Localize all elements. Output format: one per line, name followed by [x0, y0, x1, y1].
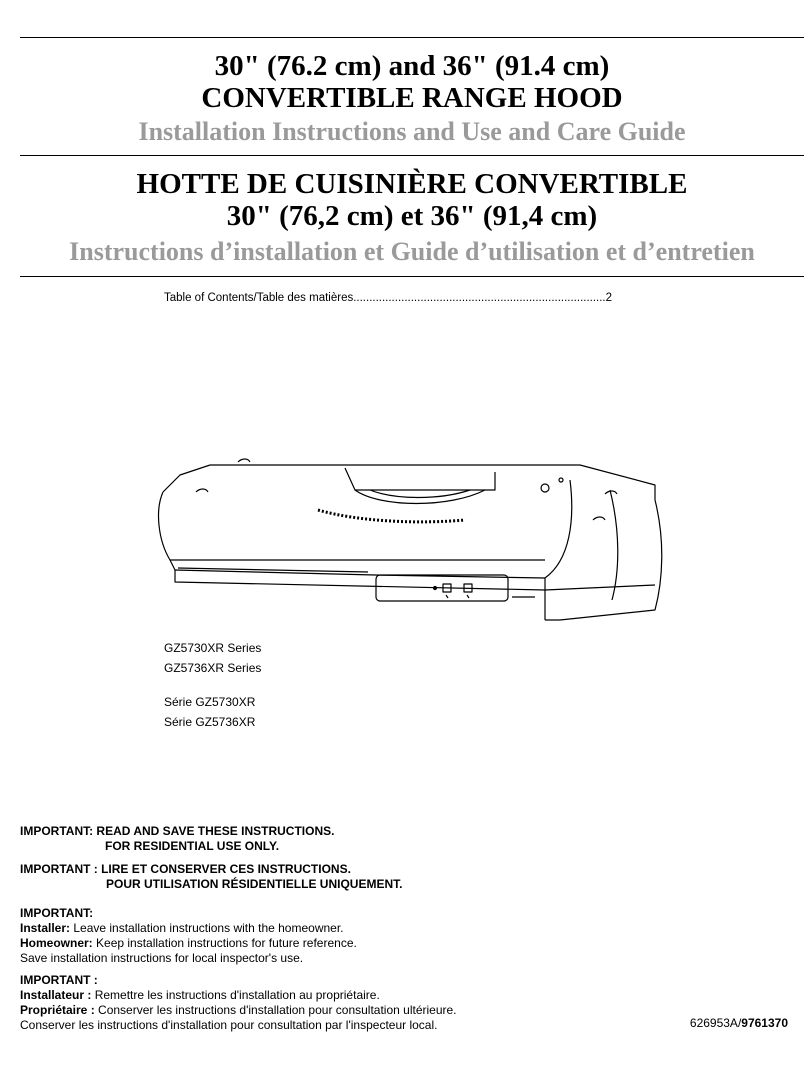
notes-fr	[20, 973, 457, 1033]
range-hood-illustration	[150, 450, 670, 650]
toc-entry[interactable]	[164, 292, 612, 304]
notes-en-heading: IMPORTANT:	[20, 906, 94, 920]
important-fr	[20, 862, 402, 892]
title-fr-line-2: 30" (76,2 cm) et 36" (91,4 cm)	[226, 200, 598, 232]
toc-leader: ...............................................................................	[353, 292, 606, 304]
homeowner-text: Keep installation instructions for future reference.	[92, 936, 357, 950]
important-en-line-1: IMPORTANT: READ AND SAVE THESE INSTRUCTIONS.	[20, 824, 335, 838]
bottom-rule	[20, 276, 804, 277]
subtitle-en: Installation Instructions and Use and Care Guide	[138, 117, 686, 146]
title-line-2: CONVERTIBLE RANGE HOOD	[201, 82, 623, 114]
homeowner-label: Homeowner:	[20, 936, 93, 950]
subtitle-fr: Instructions d’installation et Guide d’utilisation et d’entretien	[69, 237, 755, 266]
notes-fr-heading: IMPORTANT :	[20, 973, 98, 987]
important-fr-line-2: POUR UTILISATION RÉSIDENTIELLE UNIQUEMENT.	[106, 877, 403, 891]
series-fr-2: Série GZ5736XR	[164, 715, 256, 729]
part-number-bold: 9761370	[741, 1016, 788, 1030]
series-en	[164, 638, 261, 678]
series-en-2: GZ5736XR Series	[164, 661, 262, 675]
notes-en	[20, 906, 357, 966]
series-fr	[164, 692, 255, 732]
part-number-prefix: 626953A/	[689, 1016, 742, 1030]
proprietaire-text: Conserver les instructions d'installation pour consultation ultérieure.	[94, 1003, 457, 1017]
installer-label: Installer:	[20, 921, 71, 935]
middle-rule	[20, 155, 804, 156]
installateur-label: Installateur :	[20, 988, 92, 1002]
installer-text: Leave installation instructions with the homeowner.	[70, 921, 344, 935]
toc-page: 2	[605, 292, 613, 304]
important-fr-line-1: IMPORTANT : LIRE ET CONSERVER CES INSTRUCTIONS.	[20, 862, 351, 876]
series-en-1: GZ5730XR Series	[164, 641, 262, 655]
part-number	[690, 1016, 788, 1030]
important-en	[20, 824, 334, 854]
title-fr-line-1: HOTTE DE CUISINIÈRE CONVERTIBLE	[136, 168, 688, 200]
inspector-text-en: Save installation instructions for local inspector's use.	[20, 951, 304, 965]
toc-label: Table of Contents/Table des matières	[164, 292, 354, 304]
title-line-1: 30" (76.2 cm) and 36" (91.4 cm)	[214, 50, 610, 82]
top-rule	[20, 37, 804, 38]
installateur-text: Remettre les instructions d'installation au propriétaire.	[91, 988, 380, 1002]
important-en-line-2: FOR RESIDENTIAL USE ONLY.	[105, 839, 280, 853]
series-fr-1: Série GZ5730XR	[164, 695, 256, 709]
inspector-text-fr: Conserver les instructions d'installation pour consultation par l'inspecteur local.	[20, 1018, 438, 1032]
proprietaire-label: Propriétaire :	[20, 1003, 95, 1017]
